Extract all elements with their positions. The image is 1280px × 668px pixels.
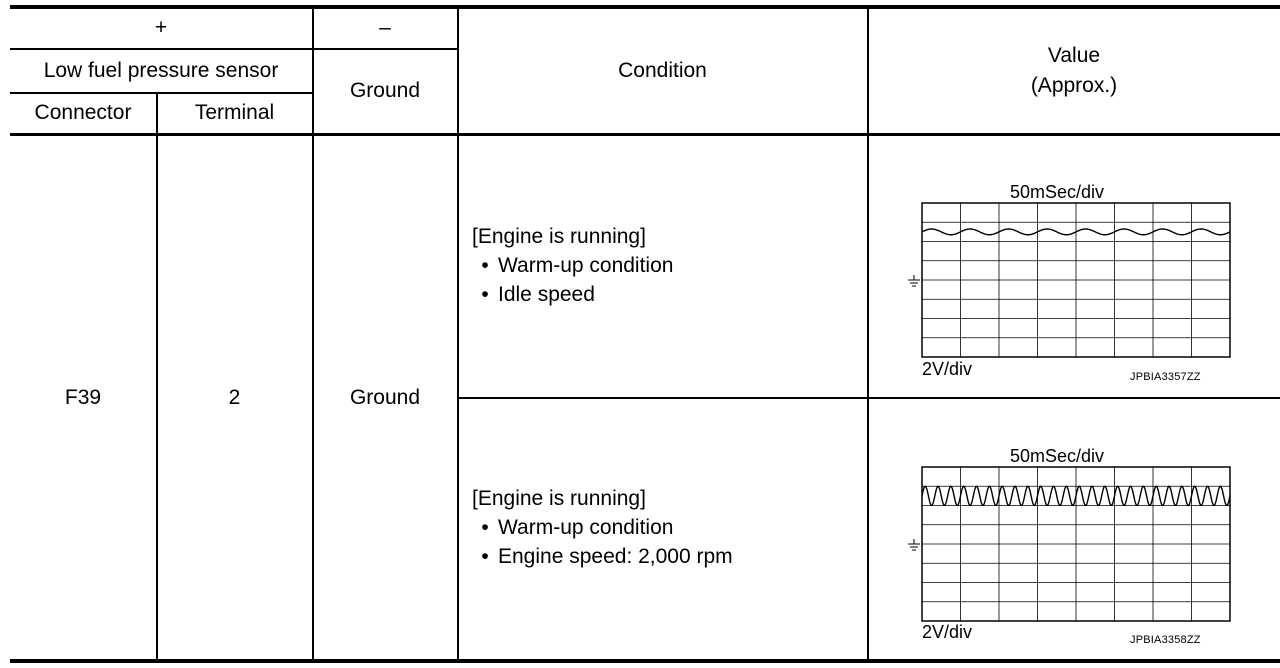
oscilloscope-1 xyxy=(905,200,1235,360)
header-plus: + xyxy=(154,16,168,39)
condition-idle-bullet-1: • Warm-up condition xyxy=(472,251,673,280)
scope-1-volt-div: 2V/div xyxy=(922,359,973,379)
header-sensor: Low fuel pressure sensor xyxy=(43,58,279,82)
ground-icon xyxy=(908,539,920,550)
header-terminal: Terminal xyxy=(194,101,275,124)
header-condition: Condition xyxy=(618,58,707,82)
header-minus: – xyxy=(379,16,391,39)
row-terminal: 2 xyxy=(228,385,241,409)
condition-idle xyxy=(472,222,673,309)
scope-2-time-div: 50mSec/div xyxy=(1010,446,1105,466)
header-ground: Ground xyxy=(349,79,421,102)
condition-2000rpm xyxy=(472,484,733,571)
row-ground: Ground xyxy=(349,385,421,409)
condition-2000rpm-bullet-2: • Engine speed: 2,000 rpm xyxy=(472,542,733,571)
header-connector: Connector xyxy=(34,101,132,124)
row-connector: F39 xyxy=(64,385,102,409)
header-value-line2: (Approx.) xyxy=(1030,73,1118,97)
scope-2-figure-id: JPBIA3358ZZ xyxy=(1130,634,1201,646)
oscilloscope-2 xyxy=(905,464,1235,624)
header-value xyxy=(868,8,1280,133)
condition-idle-bullet-2: • Idle speed xyxy=(472,280,673,309)
condition-2000rpm-title: [Engine is running] xyxy=(472,487,646,510)
header-value-line1: Value xyxy=(1047,43,1101,67)
scope-2-volt-div: 2V/div xyxy=(922,622,973,642)
condition-idle-title: [Engine is running] xyxy=(472,225,646,248)
ground-icon xyxy=(908,275,920,286)
condition-2000rpm-bullet-1: • Warm-up condition xyxy=(472,513,733,542)
scope-1-figure-id: JPBIA3357ZZ xyxy=(1130,371,1201,383)
table-bottom-border xyxy=(10,659,1280,663)
row-divider xyxy=(457,397,1280,399)
scope-1-time-div: 50mSec/div xyxy=(1010,182,1105,202)
